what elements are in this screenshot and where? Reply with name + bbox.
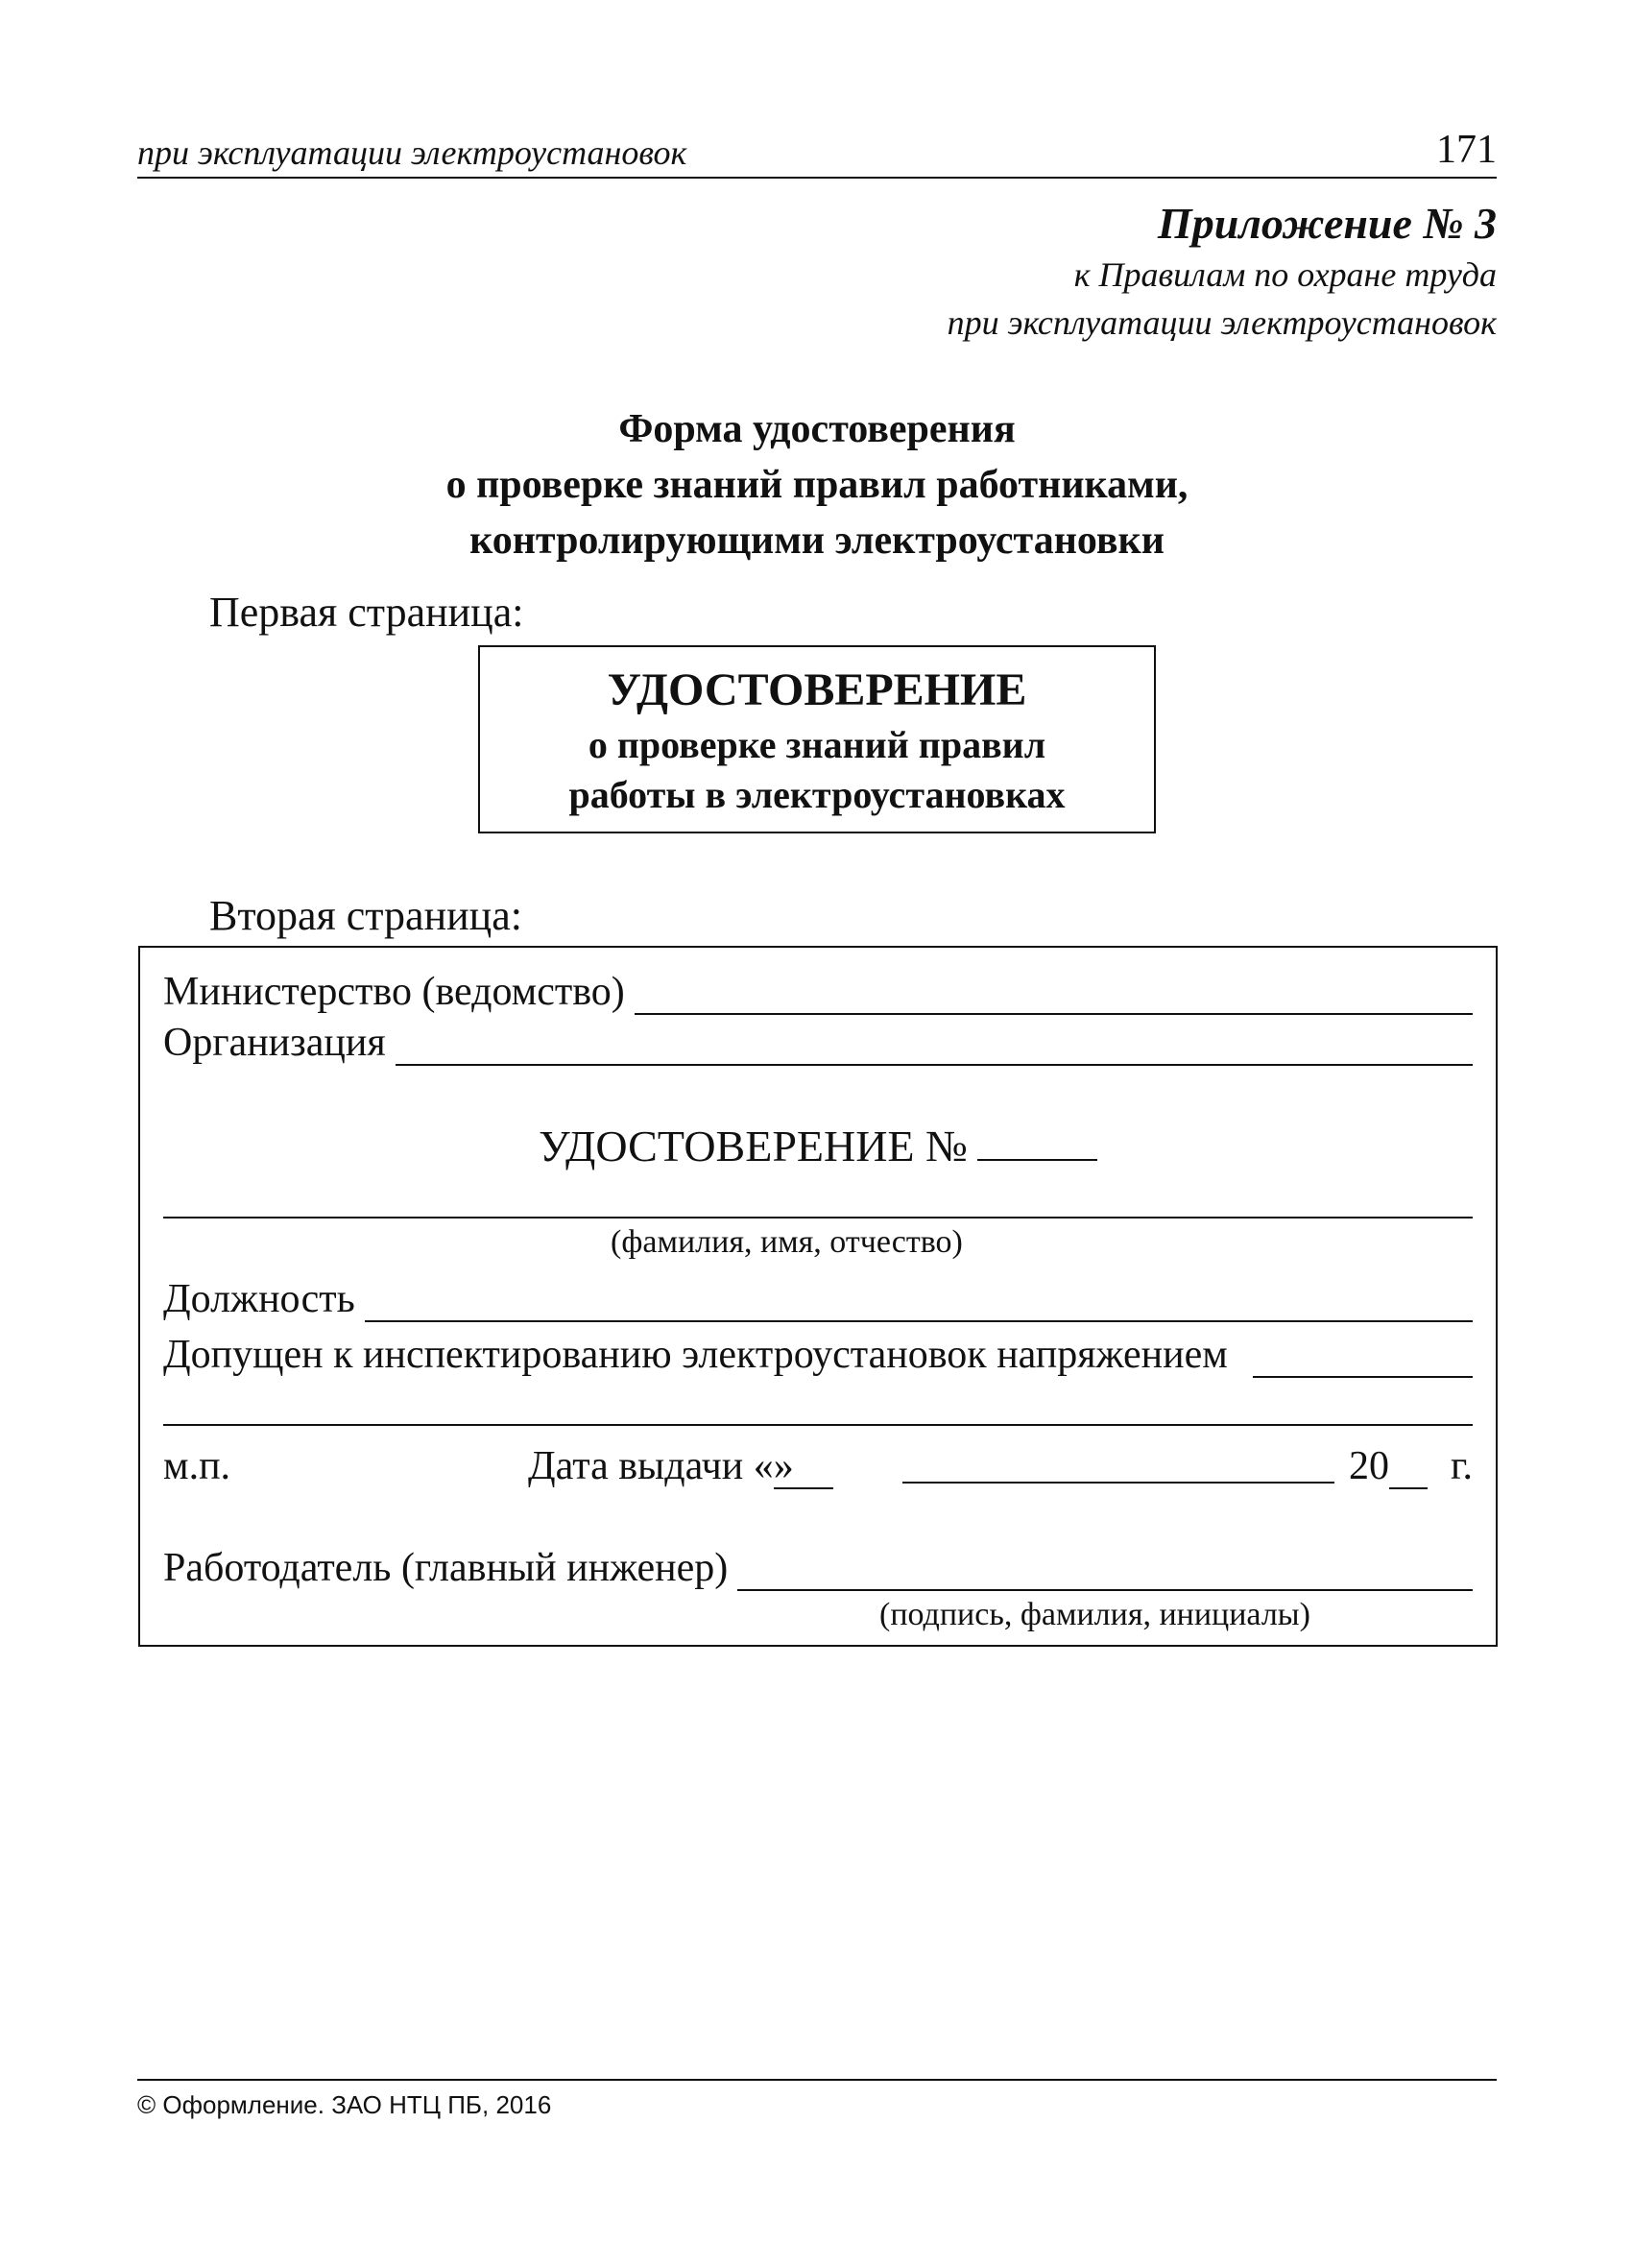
- first-page-box: [478, 645, 1156, 833]
- quote-close: »: [773, 1444, 794, 1488]
- organization-row: [163, 1020, 1473, 1066]
- organization-field[interactable]: [396, 1027, 1473, 1066]
- first-page-sub-1: о проверке знаний правил: [588, 723, 1046, 766]
- position-row: [163, 1276, 1473, 1322]
- stamp-label: м.п.: [163, 1444, 231, 1488]
- first-page-sub-2: работы в электроустановках: [568, 773, 1066, 816]
- first-page-label: Первая страница:: [209, 589, 524, 636]
- first-page-heading: УДОСТОВЕРЕНИЕ: [607, 664, 1027, 715]
- issue-year-field[interactable]: [1389, 1455, 1428, 1489]
- appendix-block: [948, 197, 1497, 347]
- voltage-field[interactable]: [1253, 1339, 1473, 1378]
- second-page-box: [138, 946, 1498, 1647]
- year-suffix: г.: [1451, 1444, 1473, 1488]
- running-header-title: при эксплуатации электроустановок: [137, 133, 687, 172]
- issue-day-field[interactable]: [774, 1455, 833, 1489]
- organization-label: Организация: [163, 1021, 386, 1065]
- footer-copyright: © Оформление. ЗАО НТЦ ПБ, 2016: [137, 2090, 552, 2119]
- certificate-number-field[interactable]: [977, 1124, 1097, 1161]
- employer-label: Работодатель (главный инженер): [163, 1546, 729, 1590]
- certificate-number-row: [140, 1121, 1496, 1171]
- issue-date-label: Дата выдачи «: [528, 1444, 774, 1488]
- form-title-line-1: Форма удостоверения: [618, 407, 1016, 451]
- issue-date-group: [528, 1443, 794, 1489]
- admitted-continuation-line[interactable]: [163, 1424, 1473, 1426]
- admitted-row: [163, 1332, 1473, 1378]
- second-page-label: Вторая страница:: [209, 892, 522, 939]
- position-label: Должность: [163, 1277, 355, 1321]
- page-number: 171: [1436, 128, 1497, 172]
- fio-field[interactable]: [163, 1217, 1473, 1218]
- admitted-label: Допущен к инспектированию электроустановок напряжением: [163, 1333, 1228, 1377]
- form-title-line-3: контролирующими электроустановки: [469, 519, 1165, 563]
- footer-rule: [137, 2079, 1497, 2081]
- employer-row: [163, 1545, 1473, 1591]
- fio-caption: (фамилия, имя, отчество): [611, 1224, 963, 1260]
- employer-signature-field[interactable]: [737, 1553, 1473, 1591]
- appendix-title: Приложение № 3: [1157, 199, 1497, 248]
- running-header: [137, 127, 1497, 179]
- position-field[interactable]: [365, 1284, 1473, 1322]
- issue-month-field[interactable]: [902, 1449, 1334, 1484]
- year-prefix: 20: [1349, 1444, 1389, 1488]
- form-title-line-2: о проверке знаний правил работниками,: [445, 463, 1189, 507]
- ministry-label: Министерство (ведомство): [163, 970, 625, 1014]
- signature-caption: (подпись, фамилия, инициалы): [879, 1597, 1310, 1632]
- appendix-line-2: при эксплуатации электроустановок: [947, 303, 1497, 342]
- year-group: [1349, 1443, 1389, 1489]
- appendix-line-1: к Правилам по охране труда: [1073, 255, 1497, 294]
- ministry-field[interactable]: [635, 977, 1473, 1015]
- form-title: [137, 401, 1497, 568]
- issue-date-row: [163, 1437, 1473, 1489]
- certificate-label: УДОСТОВЕРЕНИЕ №: [539, 1122, 968, 1170]
- ministry-row: [163, 969, 1473, 1015]
